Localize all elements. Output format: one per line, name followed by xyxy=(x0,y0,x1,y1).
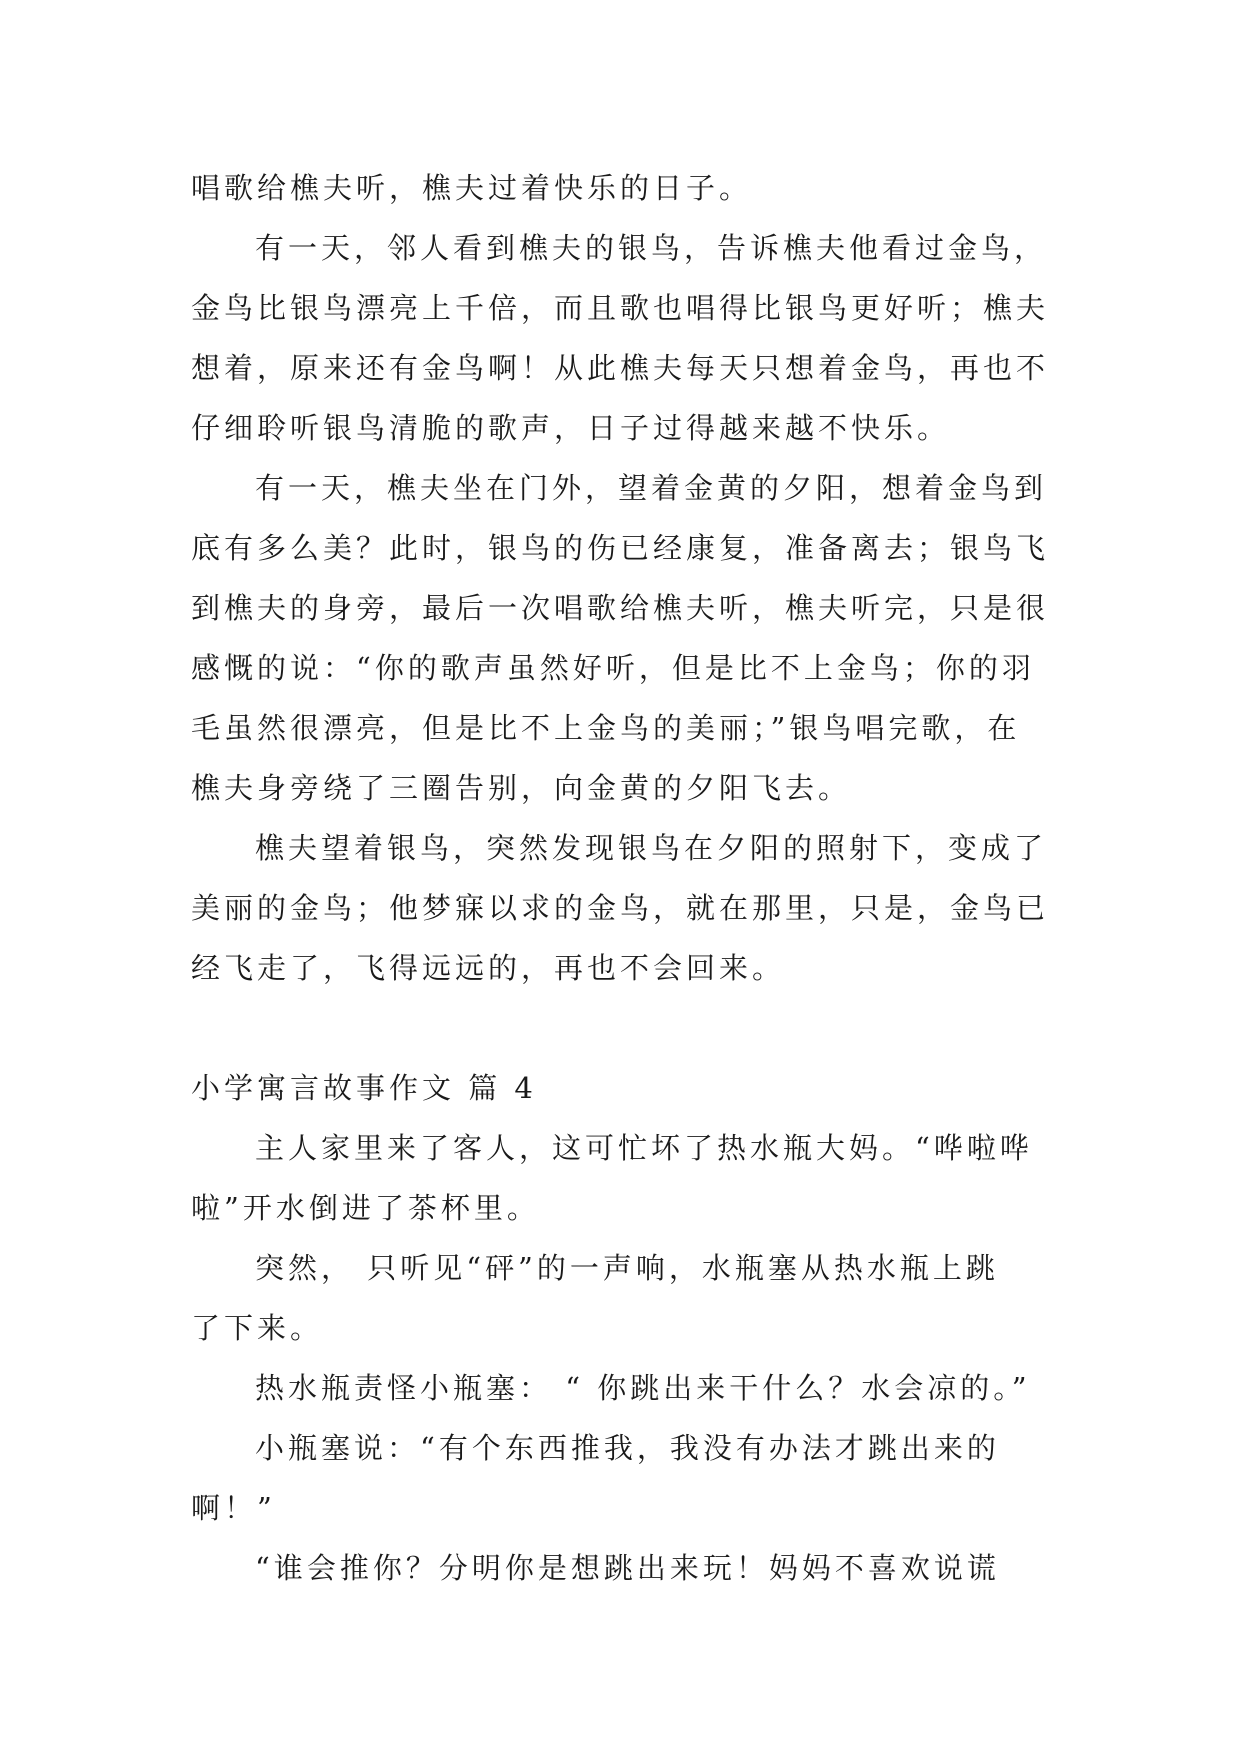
paragraph-line: 到樵夫的身旁，最后一次唱歌给樵夫听，樵夫听完，只是很 xyxy=(191,591,1050,625)
paragraph-line: 金鸟比银鸟漂亮上千倍，而且歌也唱得比银鸟更好听；樵夫 xyxy=(191,291,1050,325)
paragraph-line: 毛虽然很漂亮，但是比不上金鸟的美丽；”银鸟唱完歌，在 xyxy=(191,711,1021,745)
paragraph-line: 有一天，邻人看到樵夫的银鸟，告诉樵夫他看过金鸟， xyxy=(255,231,1048,265)
paragraph-line: 美丽的金鸟；他梦寐以求的金鸟，就在那里，只是，金鸟已 xyxy=(191,891,1050,925)
paragraph-line: 感慨的说：“你的歌声虽然好听，但是比不上金鸟；你的羽 xyxy=(191,651,1035,685)
section-title: 小学寓言故事作文 篇 4 xyxy=(191,1071,537,1105)
paragraph-line: 小瓶塞说：“有个东西推我，我没有办法才跳出来的 xyxy=(255,1431,1000,1465)
paragraph-line: “谁会推你？分明你是想跳出来玩！妈妈不喜欢说谎 xyxy=(255,1551,1000,1585)
paragraph-line: 主人家里来了客人，这可忙坏了热水瓶大妈。“哗啦哗 xyxy=(255,1131,1033,1165)
document-page xyxy=(191,158,1051,1598)
paragraph-line: 唱歌给樵夫听，樵夫过着快乐的日子。 xyxy=(191,171,753,205)
paragraph-line: 经飞走了，飞得远远的，再也不会回来。 xyxy=(191,951,786,985)
paragraph-line: 底有多么美？此时，银鸟的伤已经康复，准备离去；银鸟飞 xyxy=(191,531,1050,565)
section-gap xyxy=(191,998,1051,1058)
paragraph-line: 樵夫望着银鸟，突然发现银鸟在夕阳的照射下，变成了 xyxy=(255,831,1048,865)
paragraph-line: 仔细聆听银鸟清脆的歌声，日子过得越来越不快乐。 xyxy=(191,411,951,445)
paragraph-line: 啦”开水倒进了茶杯里。 xyxy=(191,1191,540,1225)
paragraph-line: 热水瓶责怪小瓶塞： “ 你跳出来干什么？水会凉的。” xyxy=(255,1371,1031,1405)
paragraph-line: 想着，原来还有金鸟啊！从此樵夫每天只想着金鸟，再也不 xyxy=(191,351,1050,385)
paragraph-line: 有一天，樵夫坐在门外，望着金黄的夕阳，想着金鸟到 xyxy=(255,471,1048,505)
paragraph-line: 樵夫身旁绕了三圈告别，向金黄的夕阳飞去。 xyxy=(191,771,852,805)
paragraph-line: 突然， 只听见“砰”的一声响，水瓶塞从热水瓶上跳 xyxy=(255,1251,999,1285)
paragraph-line: 了下来。 xyxy=(191,1311,324,1345)
paragraph-line: 啊！” xyxy=(191,1491,276,1525)
